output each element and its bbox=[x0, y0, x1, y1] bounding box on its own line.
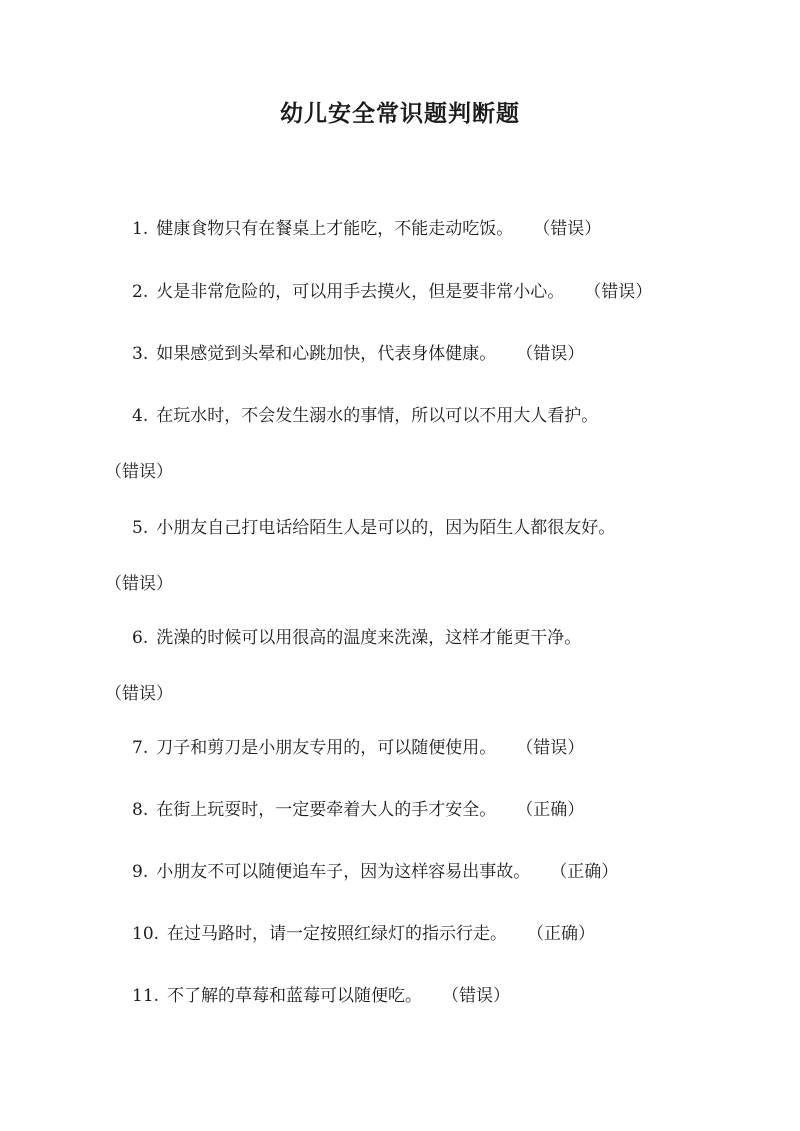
question-answer: （错误） bbox=[442, 986, 511, 1006]
question-text: 火是非常危险的，可以用手去摸火，但是要非常小心。 bbox=[156, 282, 565, 302]
question-answer: （错误） bbox=[584, 282, 653, 302]
question-answer: （正确） bbox=[527, 924, 596, 944]
question-answer: （错误） bbox=[533, 219, 602, 239]
question-number: 6. bbox=[132, 628, 149, 648]
question-answer: （错误） bbox=[105, 462, 173, 482]
question-text: 刀子和剪刀是小朋友专用的，可以随便使用。 bbox=[156, 738, 497, 758]
question-answer: （正确） bbox=[516, 800, 585, 820]
question-item bbox=[105, 279, 705, 305]
question-text: 洗澡的时候可以用很高的温度来洗澡，这样才能更干净。 bbox=[156, 628, 582, 648]
question-answer: （错误） bbox=[516, 738, 585, 758]
question-number: 8. bbox=[132, 800, 149, 820]
question-text: 健康食物只有在餐桌上才能吃，不能走动吃饭。 bbox=[156, 219, 514, 239]
question-text: 不了解的草莓和蓝莓可以随便吃。 bbox=[167, 986, 423, 1006]
question-answer: （错误） bbox=[516, 344, 585, 364]
question-item bbox=[105, 216, 705, 242]
question-item bbox=[105, 403, 705, 485]
question-number: 9. bbox=[132, 862, 149, 882]
question-item bbox=[105, 859, 705, 885]
question-item bbox=[105, 797, 705, 823]
question-number: 3. bbox=[132, 344, 149, 364]
question-item bbox=[105, 735, 705, 761]
question-number: 10. bbox=[132, 924, 160, 944]
question-item bbox=[105, 341, 705, 367]
question-text: 小朋友不可以随便追车子，因为这样容易出事故。 bbox=[156, 862, 531, 882]
page-title: 幼儿安全常识题判断题 bbox=[280, 100, 520, 127]
question-text: 在玩水时，不会发生溺水的事情，所以可以不用大人看护。 bbox=[156, 406, 599, 426]
question-number: 5. bbox=[132, 518, 149, 538]
question-item bbox=[105, 625, 705, 707]
question-item bbox=[105, 921, 705, 947]
question-text: 在街上玩耍时，一定要牵着大人的手才安全。 bbox=[156, 800, 497, 820]
question-text: 在过马路时，请一定按照红绿灯的指示行走。 bbox=[167, 924, 508, 944]
question-item bbox=[105, 515, 705, 597]
question-text: 如果感觉到头晕和心跳加快，代表身体健康。 bbox=[156, 344, 497, 364]
question-number: 1. bbox=[132, 219, 149, 239]
question-number: 11. bbox=[132, 986, 160, 1006]
question-text: 小朋友自己打电话给陌生人是可以的，因为陌生人都很友好。 bbox=[156, 518, 616, 538]
question-item bbox=[105, 983, 705, 1009]
question-answer: （正确） bbox=[550, 862, 619, 882]
question-answer: （错误） bbox=[105, 574, 173, 594]
question-answer: （错误） bbox=[105, 684, 173, 704]
question-number: 7. bbox=[132, 738, 149, 758]
question-number: 4. bbox=[132, 406, 149, 426]
question-number: 2. bbox=[132, 282, 149, 302]
